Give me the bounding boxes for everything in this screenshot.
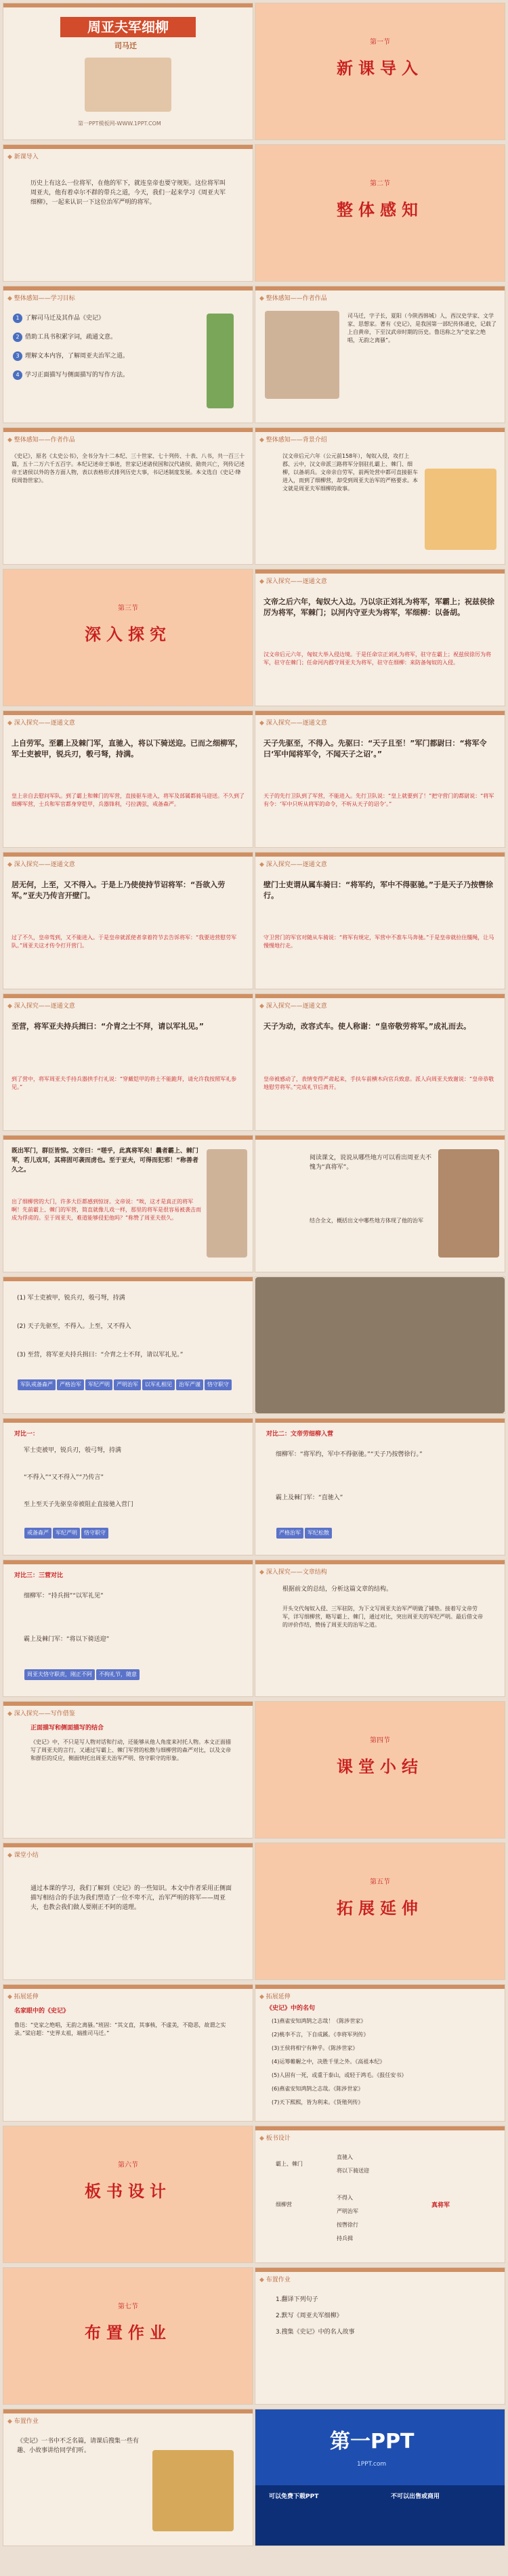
slide-header: ◆ 板书设计 bbox=[259, 2133, 291, 2142]
slide-header: ◆ 整体感知——作者作品 bbox=[259, 293, 327, 302]
analysis-tags: 军队戒备森严 严格治军 军纪严明 严明治军 以军礼相见 治军严谨 恪守职守 bbox=[17, 1379, 240, 1391]
slide-topbar bbox=[3, 1419, 253, 1423]
slide-topbar bbox=[255, 994, 505, 998]
contrast-item: 细柳军：“将军约，军中不得驱驰。”“天子乃按辔徐行。” bbox=[276, 1451, 423, 1458]
slide-intro bbox=[3, 145, 253, 281]
summary-text: 通过本课的学习，我们了解到《史记》的一些知识。本文中作者采用正侧面描写相结合的手法为我们塑造了一位不卑不亢，治军严明的将军——周亚夫，也教会我们做人要刚正不阿的道理。 bbox=[30, 1885, 232, 1911]
section-number: 第三节 bbox=[118, 605, 138, 612]
ppt-slogan: 1PPT.com bbox=[357, 2461, 387, 2468]
slide-section-7 bbox=[3, 2268, 253, 2404]
quote-item: (1)燕雀安知鸿鹄之志哉！《陈涉世家》 bbox=[272, 2018, 366, 2024]
slide-extend-2 bbox=[255, 1985, 505, 2121]
board-node: 不得入 bbox=[337, 2195, 353, 2201]
slide-header: ◆ 拓展延伸 bbox=[259, 1992, 291, 2000]
slide-section-1 bbox=[255, 3, 505, 139]
slide-header: ◆ 深入探究——写作借鉴 bbox=[7, 1709, 75, 1717]
contrast-item: “不得入”“又不得入”“乃传言” bbox=[24, 1474, 104, 1481]
free-download-title: 可以免费下载PPT bbox=[269, 2493, 319, 2500]
slide-topbar bbox=[3, 1560, 253, 1564]
original-text: 至营，将军亚夫持兵揖曰：“介胄之士不拜，请以军礼见。” bbox=[12, 1022, 204, 1031]
slide-topbar bbox=[3, 286, 253, 291]
slide-topbar bbox=[3, 1702, 253, 1706]
original-text: 既出军门，群臣皆惊。文帝曰：“嗟乎，此真将军矣！曩者霸上、棘门军，若儿戏耳，其将固可袭而虏也。至于亚夫，可得而犯邪！”称善者久之。 bbox=[12, 1148, 198, 1174]
board-node: 持兵揖 bbox=[337, 2235, 353, 2241]
slide-text-1 bbox=[255, 570, 505, 706]
ppt-logo: 第一PPT bbox=[330, 2430, 415, 2453]
homework-text: 《史记》一书中不乏名篇，请课后搜集一些有趣、小故事讲给同学们听。 bbox=[17, 2438, 140, 2454]
slide-contrast-3 bbox=[3, 1560, 253, 1696]
slide-text-5 bbox=[255, 853, 505, 989]
site-credit: 第一PPT模板网-WWW.1PPT.COM bbox=[78, 121, 161, 127]
slide-topbar bbox=[255, 428, 505, 432]
homework-item: 1.翻译下列句子 bbox=[276, 2296, 318, 2303]
board-node: 直驰入 bbox=[337, 2154, 353, 2160]
board-node: 将以下骑送迎 bbox=[337, 2168, 369, 2174]
goal-item: 4 学习正面描写与侧面描写的写作方法。 bbox=[13, 370, 129, 380]
slide-goals bbox=[3, 286, 253, 423]
slide-topbar bbox=[255, 570, 505, 574]
contrast-item: 至上至天子先驱皇帝被阻止直接驰入营门 bbox=[24, 1501, 134, 1508]
slide-header: ◆ 整体感知——背景介绍 bbox=[259, 435, 327, 444]
board-node: 细柳营 bbox=[276, 2202, 292, 2208]
contrast-item: 细柳军：“持兵揖”“以军礼见” bbox=[24, 1593, 104, 1600]
writing-subtitle: 正面描写和侧面描写的结合 bbox=[30, 1725, 104, 1732]
slide-topbar bbox=[255, 2126, 505, 2130]
extend-text: 鲁迅：“史家之绝唱，无韵之离骚。”班固：“其文直，其事核，不虚美，不隐恶，故谓之实录。”梁启超：“史界太祖，端推司马迁。” bbox=[14, 2022, 226, 2036]
contrast-label: 对比二：文帝劳细柳入营 bbox=[266, 1431, 334, 1438]
students-illustration bbox=[425, 469, 496, 550]
plant-illustration bbox=[207, 314, 234, 408]
original-text: 居无何，上至，又不得入。于是上乃使使持节诏将军：“吾欲入劳军。”亚夫乃传言开壁门。 bbox=[12, 880, 226, 900]
slide-text-3 bbox=[255, 711, 505, 847]
slide-header: ◆ 深入探究——文章结构 bbox=[259, 1567, 327, 1576]
translation-text: 过了不久，皇帝驾到，又不能进入。于是皇帝就派使者拿着符节去告诉将军：“我要进营慰劳军队。”周亚夫这才传令打开营门。 bbox=[12, 935, 237, 949]
homework-item: 2.默写《周亚夫军细柳》 bbox=[276, 2313, 343, 2319]
section-title: 板书设计 bbox=[85, 2182, 171, 2201]
translation-text: 到了营中，将军周亚夫手持兵器拱手行礼说：“穿戴铠甲的将士不能跪拜，请允许我按照军礼参见。” bbox=[12, 1076, 237, 1090]
contrast-label: 对比三：三营对比 bbox=[14, 1572, 64, 1579]
contrast-item: 军士吏被甲，锐兵刃，彀弓弩，持满 bbox=[24, 1447, 122, 1454]
extend-subtitle: 名家眼中的《史记》 bbox=[14, 2008, 70, 2015]
slide-topbar bbox=[3, 1277, 253, 1281]
reading-illustration bbox=[152, 2450, 234, 2531]
structure-detail: 开头交代匈奴入侵、三军驻防，为下文写周亚夫治军严明做了铺垫。接着写文帝劳军，详写细柳营，略写霸上、棘门，通过对比，突出周亚夫的军纪严明。最后借文帝的评价作结，赞扬了周亚夫的治军之道。 bbox=[282, 1606, 483, 1628]
contrast-label: 对比一： bbox=[14, 1431, 39, 1438]
board-node: 严明治军 bbox=[337, 2208, 358, 2214]
quotes-subtitle: 《史记》中的名句 bbox=[266, 2005, 316, 2012]
slide-topbar bbox=[3, 994, 253, 998]
homework-item: 3.搜集《史记》中的名人故事 bbox=[276, 2329, 355, 2336]
translation-text: 天子的先行卫队到了军营，不能进入。先行卫队说：“皇上就要到了！”把守营门的都尉说：“将军有令：‘军中只听从将军的命令，不听从天子的诏令’。” bbox=[263, 793, 494, 807]
slide-header: ◆ 整体感知——学习目标 bbox=[7, 293, 75, 302]
slide-header: ◆ 深入探究——逐通文意 bbox=[259, 576, 327, 585]
section-number: 第一节 bbox=[370, 39, 390, 46]
analysis-item: (2) 天子先驱至，不得入。上至，又不得入 bbox=[17, 1323, 131, 1330]
board-node: 霸上、棘门 bbox=[276, 2161, 303, 2167]
slide-author bbox=[255, 286, 505, 423]
quote-item: (5)人固有一死，或重于泰山，或轻于鸿毛。《报任安书》 bbox=[272, 2072, 407, 2078]
original-text: 壁门士吏谓从属车骑曰：“将军约，军中不得驱驰。”于是天子乃按辔徐行。 bbox=[263, 880, 493, 900]
quote-item: (2)桃李不言，下自成蹊。《李将军列传》 bbox=[272, 2032, 369, 2038]
slide-text-6 bbox=[3, 994, 253, 1130]
slide-works bbox=[3, 428, 253, 564]
slide-header: ◆ 整体感知——作者作品 bbox=[7, 435, 75, 444]
analysis-item: (3) 至营，将军亚夫持兵揖曰：“介胄之士不拜，请以军礼见。” bbox=[17, 1352, 184, 1358]
slide-header: ◆ 课堂小结 bbox=[7, 1850, 39, 1859]
writing-text: 《史记》中，不只是写人物对话和行动，还能够从他人角度来衬托人物。本文正面描写了周亚夫的言行，又通过写霸上、棘门军营的松散与细柳营的森严对比，以及文帝和群臣的反应，侧面烘托出周亚夫治军严明、恪守职守的形象。 bbox=[30, 1739, 231, 1761]
slide-topbar bbox=[3, 853, 253, 857]
slide-homework-2 bbox=[3, 2409, 253, 2546]
general-illustration bbox=[438, 1149, 499, 1258]
slide-photo bbox=[255, 1277, 505, 1413]
cover-illustration bbox=[85, 58, 171, 112]
author: 司马迁 bbox=[114, 41, 137, 50]
section-number: 第六节 bbox=[118, 2162, 138, 2169]
lesson-title: 周亚夫军细柳 bbox=[60, 17, 196, 37]
slide-header: ◆ 布置作业 bbox=[7, 2416, 39, 2425]
slide-summary bbox=[3, 1843, 253, 1979]
author-text: 司马迁，字子长，夏阳（今陕西韩城）人，西汉史学家、文学家、思想家。著有《史记》，是我国第一部纪传体通史，记载了上自黄帝，下至汉武帝时期的历史。鲁迅称之为“史家之绝唱，无韵之离骚”。 bbox=[347, 313, 496, 343]
slide-header: ◆ 拓展延伸 bbox=[7, 1992, 39, 2000]
section-title: 新课导入 bbox=[337, 59, 423, 78]
slide-section-2 bbox=[255, 145, 505, 281]
contrast-item: 霸上及棘门军：“将以下骑送迎” bbox=[24, 1636, 110, 1643]
slide-topbar bbox=[3, 1136, 253, 1140]
slide-structure bbox=[255, 1560, 505, 1696]
translation-text: 皇上亲自去慰问军队。到了霸上和棘门的军营，直接驱车进入，将军及部属都骑马迎送。不久到了细柳军营，士兵和军官都身穿铠甲，兵器锋利，弓拉满弦，戒备森严。 bbox=[12, 793, 245, 807]
slide-topbar bbox=[255, 1985, 505, 1989]
intro-text: 历史上有这么一位将军，在他的军下，就连皇帝也要守规矩。这位将军叫周亚夫，他有着卓尔不群的带兵之道，今天，我们一起来学习《周亚夫军细柳》，一起来认识一下这位治军严明的将军。 bbox=[30, 180, 226, 206]
original-text: 上自劳军。至霸上及棘门军，直驰入，将以下骑送迎。已而之细柳军，军士吏被甲，锐兵刃，彀弓弩，持满。 bbox=[12, 739, 242, 758]
contrast-tags: 戒备森严 军纪严明 恪守职守 bbox=[24, 1527, 109, 1539]
section-title: 课堂小结 bbox=[337, 1757, 423, 1776]
goal-item: 1 了解司马迁及其作品《史记》 bbox=[13, 314, 104, 323]
slide-writing bbox=[3, 1702, 253, 1838]
slide-topbar bbox=[3, 3, 253, 7]
slide-text-4 bbox=[3, 853, 253, 989]
slide-section-3 bbox=[3, 570, 253, 706]
slide-topbar bbox=[255, 1419, 505, 1423]
no-resale-title: 不可以出售或商用 bbox=[391, 2493, 440, 2500]
translation-text: 守卫营门的军官对随从车骑说：“将军有规定，军营中不准车马奔驰。”于是皇帝就拉住缰绳，让马慢慢地行走。 bbox=[263, 935, 494, 949]
structure-question: 根据前文的总结，分析这篇文章的结构。 bbox=[282, 1586, 393, 1593]
contrast-tags: 周亚夫恪守职责，刚正不阿 不拘礼节，随意 bbox=[24, 1669, 140, 1681]
original-text: 文帝之后六年，匈奴大入边。乃以宗正刘礼为将军，军霸上；祝兹侯徐厉为将军，军棘门；以河内守亚夫为将军，军细柳：以备胡。 bbox=[263, 597, 494, 617]
question-text: 阅读课文，说说从哪些地方可以看出周亚夫不愧为“真将军”。 bbox=[310, 1155, 432, 1171]
board-node: 真将军 bbox=[431, 2202, 450, 2209]
slide-header: ◆ 深入探究——逐通文意 bbox=[259, 718, 327, 727]
scroll-illustration bbox=[207, 1149, 247, 1258]
slide-question bbox=[255, 1136, 505, 1272]
section-number: 第四节 bbox=[370, 1737, 390, 1744]
section-number: 第七节 bbox=[118, 2303, 138, 2311]
slide-header: ◆ 新课导入 bbox=[7, 152, 39, 160]
section-title: 拓展延伸 bbox=[337, 1899, 423, 1918]
slide-contrast-2 bbox=[255, 1419, 505, 1555]
slide-topbar bbox=[255, 2268, 505, 2272]
translation-text: 汉文帝后元六年，匈奴大举入侵边境。于是任命宗正刘礼为将军，驻守在霸上；祝兹侯徐厉为将军，驻守在棘门；任命河内郡守周亚夫为将军，驻守在细柳：来防备匈奴的入侵。 bbox=[263, 651, 491, 666]
slide-analysis bbox=[3, 1277, 253, 1413]
contrast-item: 霸上及棘门军：“直驰入” bbox=[276, 1495, 343, 1501]
contrast-tags: 严格治军 军纪松散 bbox=[276, 1527, 333, 1539]
slide-topbar bbox=[3, 1985, 253, 1989]
slide-header: ◆ 深入探究——逐通文意 bbox=[7, 1001, 75, 1010]
background-text: 汉文帝后元六年（公元前158年），匈奴入侵，攻打上郡、云中，汉文帝派三路将军分别驻扎霸上、棘门、细柳，以备胡兵。文帝亲自劳军，前两处营中都可直接驱车进入，而到了细柳营，却受到周亚夫治军的严格要求。本文就是周亚夫军细柳的故事。 bbox=[282, 453, 418, 492]
quote-item: (7)天下熙熙，皆为利来。《货殖列传》 bbox=[272, 2099, 364, 2105]
board-node: 按辔徐行 bbox=[337, 2222, 358, 2228]
translation-text: 皇帝被感动了，表情变得严肃起来，手扶车前横木向官兵致意。派人向周亚夫致谢说：“皇帝恭敬地慰劳将军。”完成礼节后离开。 bbox=[263, 1076, 494, 1090]
original-text: 天子先驱至，不得入。先驱曰：“天子且至！”军门都尉曰：“将军令曰‘军中闻将军令，不闻天子之诏’。” bbox=[263, 739, 487, 758]
section-title: 布置作业 bbox=[85, 2323, 171, 2342]
slide-topbar bbox=[255, 853, 505, 857]
quote-item: (6)燕雀安知鸿鹄之志哉。《陈涉世家》 bbox=[272, 2086, 364, 2092]
slide-ad bbox=[255, 2409, 505, 2546]
slide-section-6 bbox=[3, 2126, 253, 2262]
slide-board bbox=[255, 2126, 505, 2262]
slide-text-2 bbox=[3, 711, 253, 847]
slide-background bbox=[255, 428, 505, 564]
army-photo bbox=[255, 1277, 505, 1413]
slide-section-5 bbox=[255, 1843, 505, 1979]
slide-text-8 bbox=[3, 1136, 253, 1272]
original-text: 天子为动，改容式车。使人称谢：“皇帝敬劳将军。”成礼而去。 bbox=[263, 1022, 471, 1031]
section-number: 第二节 bbox=[370, 180, 390, 188]
goal-item: 2 借助工具书积累字词，疏通文意。 bbox=[13, 332, 117, 342]
slide-topbar bbox=[3, 145, 253, 149]
question-note: 结合全文，概括出文中哪些地方体现了他的治军 bbox=[310, 1218, 423, 1224]
section-title: 整体感知 bbox=[337, 200, 423, 219]
slide-topbar bbox=[255, 1560, 505, 1564]
goal-item: 3 理解文本内容，了解周亚夫治军之道。 bbox=[13, 351, 129, 361]
translation-text: 出了细柳营的大门，许多大臣都感到惊讶。文帝说：“唉，这才是真正的将军啊！先前霸上、棘门的军营，简直就像儿戏一样，那里的将军是很容易被袭击而成为俘虏的。至于周亚夫，难道能够侵犯他吗？”称赞了周亚夫很久。 bbox=[12, 1199, 201, 1221]
slide-header: ◆ 深入探究——逐通文意 bbox=[259, 1001, 327, 1010]
slide-header: ◆ 深入探究——逐通文意 bbox=[259, 859, 327, 868]
slide-header: ◆ 深入探究——逐通文意 bbox=[7, 718, 75, 727]
slide-title bbox=[3, 3, 253, 139]
slide-homework-1 bbox=[255, 2268, 505, 2404]
slide-topbar bbox=[3, 711, 253, 715]
slide-topbar bbox=[3, 1843, 253, 1847]
section-title: 深入探究 bbox=[85, 625, 171, 644]
quote-item: (3)王侯将相宁有种乎。《陈涉世家》 bbox=[272, 2045, 358, 2051]
slide-topbar bbox=[3, 428, 253, 432]
slide-extend-1 bbox=[3, 1985, 253, 2121]
analysis-item: (1) 军士吏被甲，锐兵刃，彀弓弩，持满 bbox=[17, 1295, 125, 1302]
slide-topbar bbox=[255, 286, 505, 291]
slide-text-7 bbox=[255, 994, 505, 1130]
slide-header: ◆ 布置作业 bbox=[259, 2275, 291, 2283]
slide-topbar bbox=[255, 1136, 505, 1140]
sima-qian-portrait bbox=[265, 311, 339, 399]
slide-contrast-1 bbox=[3, 1419, 253, 1555]
works-text: 《史记》，原名《太史公书》，全书分为十二本纪、三十世家、七十列传、十表、八书，共一百三十篇，五十二万六千五百字。本纪记述帝王事迹，世家记述诸侯国和汉代诸侯、勋贵兴亡，列传记述帝王诸侯以外的各方面人物，表以表格形式排列历史大事，书记述制度发展。本文选自《史记·绛侯周勃世家》。 bbox=[12, 453, 245, 484]
section-number: 第五节 bbox=[370, 1879, 390, 1886]
slide-topbar bbox=[255, 711, 505, 715]
quote-item: (4)运筹帷幄之中，决胜千里之外。《高祖本纪》 bbox=[272, 2059, 385, 2065]
slide-section-4 bbox=[255, 1702, 505, 1838]
slide-topbar bbox=[3, 2409, 253, 2413]
slide-header: ◆ 深入探究——逐通文意 bbox=[7, 859, 75, 868]
